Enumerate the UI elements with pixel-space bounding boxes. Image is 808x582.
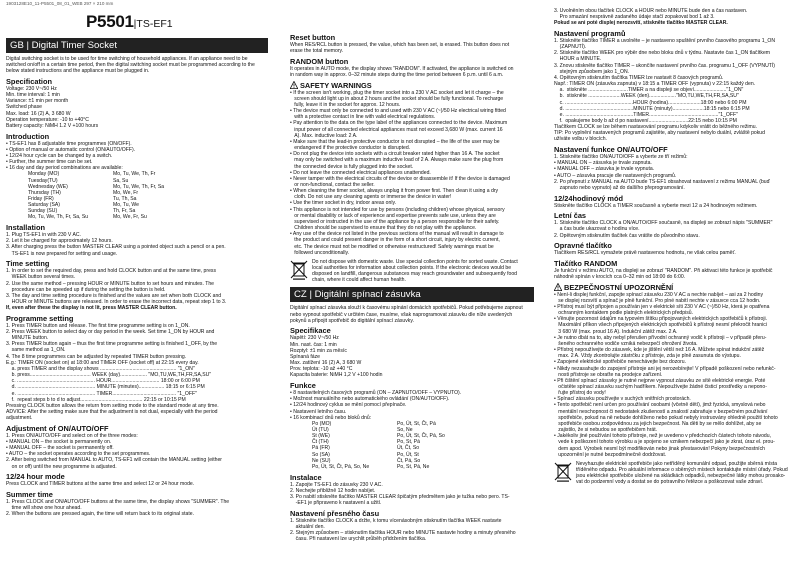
cz-intro: Digitální spínací zásuvka slouží k časovému spínání domácích spotřebičů. Pokud potřebujeme zapnout nebo vypnout spotřebič v určitém čase, musíme, však naprogramovat zásuvku dle níže uvedených pokynů a připojit spotřebič do digitální spínací zásuvky. xyxy=(290,305,523,324)
day-cell: Po (MO) xyxy=(312,420,332,427)
cz-spec: Napětí: 230 V~/50 Hz Min. nast. čas: 1 min Rozptyl: ±1 min za měsíc Spínaná fáze Max. zatížení 16 (2) A, 3 680 W Prov. teplota: -10 až +40 °C Kapacita baterie: NiMH 1,2 V +100 hodin xyxy=(290,335,383,379)
cz-safety: • Není-li displej funkční, zapojte spínací zásuvku 230 V AC a nechte nabíjet – asi za 2 hodiny se displej rozsvítí a spínač je plně funkční. Pro plné nabití nechte v zásuvce cca 12 hodin. • Přístroj musí být připojen a používán jen v elektrické síti 230 V AC (~)/50 Hz, která je opatřena ochranným kontaktem podle platných elektrických předpisů. • Věnujte pozornost údajům na typovém štítku připojovaných elektrických spotřebičů k přístroji. Maximální příkon všech připojených elektrických spotřebičů k přístroji nesmí překročit hranici 3 680 W (max. proud 16 A). Indukční zátěž max. 2 A. • Je nutno dbát na to, aby nebyl přerušen přívodní ochranný vodič k přístroji – v případě přeru- šeného ochranného vodiče vzniká nebezpečí ohrožení života. • Přístroj nepoužívejte do zásuvek, kde je jištění větší než 16 A. Můžete spínat indukční zátěž max. 2 A. Vždy zkontrolujte zástrčku z přístroje, zda je plně zasunuta do výstupu. • Zapojené elektrické spotřebiče nenechávejte bez dozoru. • Nikdy nezasahujte do zapojení přístroje ani jej nerozebírejte! V případě poškození nebo nefunkč- nosti přístroje se obraťte na prodejce zařízení. • Při čištění spínací zásuvky je nutné nejprve vypnout zásuvku ze sítě elektrické energie. Poté očistěte spínací zásuvku suchým hadříkem. Nepoužívejte žádné čisticí prostředky a nepono- řujte přístroj do vody! • Spínací zásuvku používejte v suchých vnitřních prostorách. • Tento spotřebič není určen pro používání osobami (včetně dětí), jimž fyzická, smyslová nebo mentální neschopnost či nedostatek zkušeností a znalostí zabraňuje v bezpečném používání spotřebiče, pokud na ně nebude dohlíženo nebo pokud nebyly instruovány ohledně použití tohoto spotřebiče osobou zodpovědnou za jejich bezpečnost. Na děti by se mělo dohlížet, aby se zajistilo, že si nebudou se spotřebičem hrát. • Jakékoliv jiné používání tohoto přístroje, než je uvedeno v předchozích částech tohoto návodu, vede k poškození tohoto výrobku a je spojeno se vznikem nebezpečí jako je zkrat, úraz el. prou- dem apod. Výrobek nesmí být modifikován nebo jinak přestavován! Pokyny bezpečnostních upozornění je nutné bezpodmínečně dodržovat. xyxy=(554,291,778,458)
cz-safety-heading xyxy=(554,283,802,292)
day-cell: So (SA) xyxy=(312,451,330,458)
safety-text: • If the screen isn't working, plug the timer socket into a 230 V AC socket and let it charge – the screen should light up in about 2 hours and the socket should be fully functional. To recharge fully, leave it in the socket for approx. 12 hours. • The device must only be connected to and used with 230 V AC (~)/50 Hz electrical wiring fitted with a protective contact in line with valid electrical regulations. • Pay attention to the data on the type label of the appliances connected to the device. Maximum input power of all connected electrical appliances must not exceed 3,680 W (max. current 16 A). Max. inductive load: 2 A. • Make sure that the lead-in protective conductor is not disrupted – the life of the user may be endangered if the protective conductor is disrupted. • Do not plug the device into sockets with a circuit breaker rated higher than 16 A. The socket may only be switched with a maximum inductive load of 2 A. Always make sure the plug from the connected device is fully plugged into the socket. • Do not leave the connected electrical appliances unattended. • Never tamper with the electrical circuits of the device or disassemble it! If the device is damaged or non-functional, contact the seller. • When cleaning the timer socket, always unplug it from power first. Then clean it using a dry cloth. Do not use any cleaning agents or immerse the device in water! • Use the timer socket in dry, indoor areas only. • This appliance is not intended for use by persons (including children) whose physical, sensory or mental disability or lack of experience and expertise prevents safe use, unless they are supervised or instructed in the use of the appliance by a person responsible for their safety. Children should be supervised to ensure that they do not play with the appliance. • Any use of the device not listed in the previous sections of the manual will result in damage to the product and could present danger in the form of a short circuit, injury by electric current, etc. The device must not be modified or otherwise restructured! Safety warnings must be followed unconditionally. xyxy=(290,89,510,256)
gb-1224: Press CLOCK and TIMER buttons at the same time and select 12 or 24 hour mode. xyxy=(6,481,195,488)
cz-random: Je funkční v režimu AUTO, na displeji se zobrazí "RANDOM". Při aktivaci této funkce je spotřebič náhodně spínán v krocích cca 0–32 min od 18:00 do 6:00. xyxy=(554,267,773,280)
cz-random-heading: Tlačítko RANDOM xyxy=(554,258,618,268)
cz-summer-heading: Letní čas xyxy=(554,211,587,221)
cz-time-cont: 3. Uvolněním obou tlačítek CLOCK a HOUR nebo MINUTE bude den a čas nastaven. Pro smazání nesprávně zadaného údaje stačí zopakovat bod 1 až 3. xyxy=(554,8,748,21)
gb-prog-heading: Programme setting xyxy=(6,313,74,323)
cz-time: 1. Stiskněte tlačítko CLOCK a držte, k tomu vícenásobným stisknutím tlačítka WEEK nastavte aktuální den. 2. Stejným způsobem – stisknutím tlačítka HOUR nebo MINUTE nastavte hodiny a minuty přesného času. Při nastavení lze urychlit průběh přidržením tlačítka. xyxy=(290,517,516,543)
day-cell: Po, Út, St xyxy=(397,451,419,458)
safety-heading-text: SAFETY WARNINGS xyxy=(300,80,372,90)
gb-install: 1. Plug TS-EF1 in with 230 V AC. 2. Let it be charged for approximately 12 hours. 3. After charging press the button MASTER CLEAR using a pointed object such a pencil or a pen. TS-EF1 is now prepared for setting and usage. xyxy=(6,232,226,257)
cz-fn: • 8 nastavitelných časových programů (ON – ZAPNUTO/OFF – VYPNUTO). • Možnost manuálního nebo automatického ovládání (ON/AUTO/OFF). • 12/24 hodinový cyklus se mění pomocí přepínače. • Nastavení letního času. • 16 kombinací dnů nebo bloků dnů: xyxy=(290,390,462,421)
column-right xyxy=(554,8,802,486)
model-number: P5501 xyxy=(86,12,134,31)
cz-time-heading: Nastavení přesného času xyxy=(290,508,380,518)
cz-summer: 1. Stiskněte tlačítko CLOCK a ON/AUTO/OFF současně, na displeji se zobrazí nápis "SUMMER" a čas bude ukazovat o hodinu více. 2. Opětovným stisknutím tlačítek čas vrátíte do původního stavu. xyxy=(554,220,773,239)
gb-days-table xyxy=(6,171,268,220)
day-cell: Monday (MO) xyxy=(28,171,60,178)
day-cell: Ne (SU) xyxy=(312,457,331,464)
day-cell: Saturday (SA) xyxy=(28,202,60,209)
gb-spec: Voltage: 230 V~/50 Hz Min. time interval: 1 min Variance: ±1 min per month Switched phase Max. load: 16 (2) A, 3 680 W Operation temperature: -10 to +40°C Battery capacity: NiMH 1.2 V +100 hours xyxy=(6,85,99,129)
column-english xyxy=(6,36,268,517)
gb-time: 1. In order to set the required day, press and hold CLOCK button and at the same time, press WEEK button several times. 2. Use the same method – pressing HOUR or MINUTE button to set hours and minutes. The procedure can be speeded up if during the setting the button is held. 3. The day and time setting procedure is finished and the values are set when both CLOCK and HOUR or MINUTE buttons are released. In order to erase the incorrect data, repeat step 1 to 3. xyxy=(6,268,227,305)
product-title xyxy=(86,12,173,32)
day-cell: Út, Čt, So xyxy=(397,445,420,452)
gb-adj-heading: Adjustment of ON/AUTO/OFF xyxy=(6,423,109,433)
print-header: 1903128E10_11-P5501_08_01_WEB 297 × 210 mm xyxy=(6,1,114,6)
day-cell: Čt (TH) xyxy=(312,439,329,446)
day-cell: Mo, We, Fr, Su xyxy=(113,214,147,221)
reset-text: When RES/RCL button is pressed, the value, which has been set, is erased. This button does not erase the total memory. xyxy=(290,42,510,55)
cz-prog-heading: Nastavení programů xyxy=(554,28,626,38)
day-cell: Po, Út, St, Čt, Pá, So xyxy=(397,433,445,440)
model-sub: |TS-EF1 xyxy=(133,18,173,30)
gb-time-note: If, even after these the display is not lit, press MASTER CLEAR button. xyxy=(6,305,177,312)
day-cell: Mo, Tu, We, Th, Fr, Sa, Su xyxy=(28,214,89,221)
crossed-bin-icon xyxy=(554,462,572,482)
cz-prog: 1. Stiskněte tlačítko TIMER a uvolněte – je nastaveno spuštění prvního časového programu 1_ON (ZAPNUTÍ). 2. Stiskněte tlačítko WEEK pro výběr dne nebo bloku dnů v týdnu. Nastavte čas 1_ON tlačítkem HOUR a MINUTE. 3. Znovu stiskněte tlačítko TIMER – ukončíte nastavení prvního čas. programu 1_OFF (VYPNUTÍ) stejným způsobem jako 1_ON. 4. Opětovným stisknutím tlačítka TIMER lze nastavit 8 časových programů. Např.: TIMER ON (zásuvka zapnuta) v 18:15 a TIMER OFF (vypnuta) v 22:15 každý den. a. stiskněte ............................TIMER a na displeji se objeví......................."1_ON" b. stiskněte .......................WEEK (den)..................."MO,TU,WE,TH,FR,SA,SU" c. ................................................HOUR (hodina).......................18:00 nebo 6:00 PM d. ................................................MINUTE (minuty)......................18:15 nebo 6:15 PM e. ................................................TIMER................................................."1_OFF" f. opakujeme body b až d po nastavení............................22:15 nebo 10:15 PM Tlačítkem CLOCK se lze během nastavování programu kdykoliv vrátit do běžného režimu. TIP: Po vyplnění nastavených programů zajistěte, aby nastavení nebylo duální, zvláště pokud užíváte volbu v blocích. xyxy=(554,37,776,143)
gb-time-heading: Time setting xyxy=(6,259,50,269)
day-cell: Friday (FR) xyxy=(28,195,54,202)
warning-icon xyxy=(554,283,562,291)
day-cell: Sunday (SU) xyxy=(28,208,58,215)
safety-heading xyxy=(290,81,534,90)
gb-intro-heading: Introduction xyxy=(6,131,50,141)
day-cell: Út (TU) xyxy=(312,426,329,433)
random-text: It operates in AUTO mode, the display shows "RANDOM". If activated, the appliance is switched on in random way in approx. 0–32 minute steps during the time period between 6 p.m. until 6 a.m. xyxy=(290,65,514,78)
cz-disposal-block xyxy=(554,461,802,486)
cz-safety-heading-text: BEZPEČNOSTNÍ UPOZORNĚNÍ xyxy=(564,282,674,292)
cz-mode: Stiskněte tlačítko CLOCK a TIMER současně a vyberte mezi 12 a 24 hodinovým režimem. xyxy=(554,202,758,209)
gb-install-heading: Installation xyxy=(6,223,46,233)
day-cell: Po, Út, St, Čt, Pá, So, Ne xyxy=(312,463,370,470)
gb-1224-heading: 12/24 hour mode xyxy=(6,472,65,482)
warning-icon xyxy=(290,81,298,89)
cz-mode-heading: 12/24hodinový mód xyxy=(554,193,623,203)
gb-intro-list: • TS-EF1 has 8 adjustable time programmes (ON/OFF). • Option of manual or automatic control (ON/AUTO/OFF). • 12/24 hour cycle can be changed by a switch. • Further, the summer time can be set. • 16 day and day period combinations are available: xyxy=(6,140,136,172)
gb-adj: 1. Press ON/AUTO/OFF and select on of the three modes: • MANUAL ON – the socket is permanently on. • MANUAL OFF – the socket is permanently off. • AUTO – the socket operates according to the set programmes. 2. After being switched from MANUAL to AUTO, TS-EF1 will contain the MANUAL setting (either on or off) until the new programme is adjusted. xyxy=(6,432,223,470)
gb-prog: 1. Press TIMER button and release. The first time programme setting is on 1_ON. 2. Press WEEK button to select day or day period in the week. Set time 1_ON by HOUR and MINUTE button. 3. Press TIMER button again – thus the first time programme setting is finished 1_OFF, by the same method as 1_ON. 4. The 8 time programmes can be adjusted by repeated TIMER button pressing. E.g.: TIMER ON (socket on) at 18:00 and TIMER OFF (socket off) at 22:15 every day. a. press TIMER and the display shows ...................................................... "1_ON" b. press........................................... WEEK (day)................... "MO,TU,WE,TH,FR,SA,SU" c. ....................................................... HOUR.................................. 18:00 or 6:00 PM d. ....................................................... MINUTE (minutes).................. 18:15 or 6:15 PM e. ....................................................... TIMER............................................. "1_OFF" f. repeat steps b to d to adjust............................................ 22:15 or 10:15 PM Pressing CLOCK button allows the return from setting mode to the standard mode at any time. ADVICE: After the setting make sure that the adjustment is not dual, especially with the period adjustment. xyxy=(6,322,219,422)
day-cell: St (WE) xyxy=(312,433,330,440)
day-cell: Sa, Su xyxy=(113,177,129,184)
cz-fn-heading: Funkce xyxy=(290,381,316,391)
cz-spec-heading: Specifikace xyxy=(290,326,331,336)
cz-time-note: Pokud se ani poté displej nerozsvítí, stiskněte tlačítko MASTER CLEAR. xyxy=(554,20,728,27)
cz-onoff-heading: Nastavení funkce ON/AUTO/OFF xyxy=(554,145,668,155)
day-cell: Wednesday (WE) xyxy=(28,183,68,190)
day-cell: Čt, Pá, So xyxy=(397,457,421,464)
cz-banner: CZ | Digitální spínací zásuvka xyxy=(290,287,534,302)
gb-banner: GB | Digital Timer Socket xyxy=(6,38,268,53)
day-cell: Tu, Th, Sa xyxy=(113,195,137,202)
reset-heading: Reset button xyxy=(290,33,336,42)
day-cell: Th, Fr, Sa xyxy=(113,208,136,215)
day-cell: Po, St, Pá, Ne xyxy=(397,463,430,470)
day-cell: Pá (FR) xyxy=(312,445,330,452)
day-cell: Mo, Tu, We, Th, Fr xyxy=(113,171,156,178)
column-middle xyxy=(290,33,534,542)
day-cell: Mo, Tu, We xyxy=(113,202,139,209)
crossed-bin-icon xyxy=(290,260,308,280)
day-cell: So, Ne xyxy=(397,426,413,433)
disposal-block xyxy=(290,259,534,284)
day-cell: Tuesday(TU) xyxy=(28,177,58,184)
cz-reset-heading: Opravné tlačítko xyxy=(554,241,612,251)
cz-onoff: 1. Stiskněte tlačítko ON/AUTO/OFF a vyberte ze tří režimů: • MANUAL ON – zásuvka je trvale zapnuta. • MANUAL OFF – zásuvka je trvale vypnuta. • AUTO – zásuvka pracuje dle nastavených programů. 2. Po přepnutí z MANUAL na AUTO bude TS-EF1 obsahovat nastavení z režimu MANUAL (buď zapnuto nebo vypnuto) až do dalšího přeprogramování. xyxy=(554,154,770,191)
cz-inst-heading: Instalace xyxy=(290,472,322,482)
gb-intro: Digital switching socket is to be used for time switching of household appliances. If an appliance need to be switched on/off in a certain time period, then the digital switching socket must be programmed according to the below stated instructions and the appliance must be plugged in. xyxy=(6,56,257,75)
gb-spec-heading: Specification xyxy=(6,76,52,86)
cz-disposal-text: Nevyhazujte elektrické spotřebiče jako netříděný komunální odpad, použijte sběrná místa tříděného odpadu. Pro aktuální informace o sběrných místech kontaktujte místní úřady. Pokud jsou elektrické spotřebiče uložené na skládkách odpadků, nebezpečné látky mohou prosako- vat do podzemní vody a dostat se do potravního řetězce a poškozovat vaše zdraví. xyxy=(576,460,788,486)
gb-summer: 1. Press CLOCK and ON/AUTO/OFF buttons at the same time, the display shows "SUMMER". The time will show one hour ahead. 2. When the buttons are pressed again, the time will return back to its original state. xyxy=(6,498,230,518)
day-cell: Thursday (TH) xyxy=(28,189,61,196)
day-cell: Po, Út, St, Čt, Pá xyxy=(397,420,436,427)
disposal-text: Do not dispose with domestic waste. Use special collection points for sorted waste. Contact local authorities for information about collection points. If the electronic devices would be disposed on landfill, dangerous substances may reach groundwater and subsequently food chain, where it could affect human health. xyxy=(312,258,518,284)
cz-reset: Tlačítkem RES/RCL vymažete právě nastavenou hodnotu, ne však celou paměť. xyxy=(554,250,736,257)
day-cell: Mo, Tu, We, Th, Fr, Sa xyxy=(113,183,165,190)
cz-days-table xyxy=(290,421,534,470)
gb-summer-heading: Summer time xyxy=(6,489,53,499)
random-heading: RANDOM button xyxy=(290,56,349,66)
day-cell: Po, St, Pá xyxy=(397,439,420,446)
day-cell: Mo, We, Fr xyxy=(113,189,139,196)
cz-inst: 1. Zapojte TS-EF1 do zásuvky 230 V AC. 2. Nechejte přibližně 12 hodin nabíjet. 3. Po nabití stiskněte tlačítko MASTER CLEAR špičatým předmětem jako je tužka nebo pero. TS- -EF1 je připraveno k nastavení a užití. xyxy=(290,481,510,507)
